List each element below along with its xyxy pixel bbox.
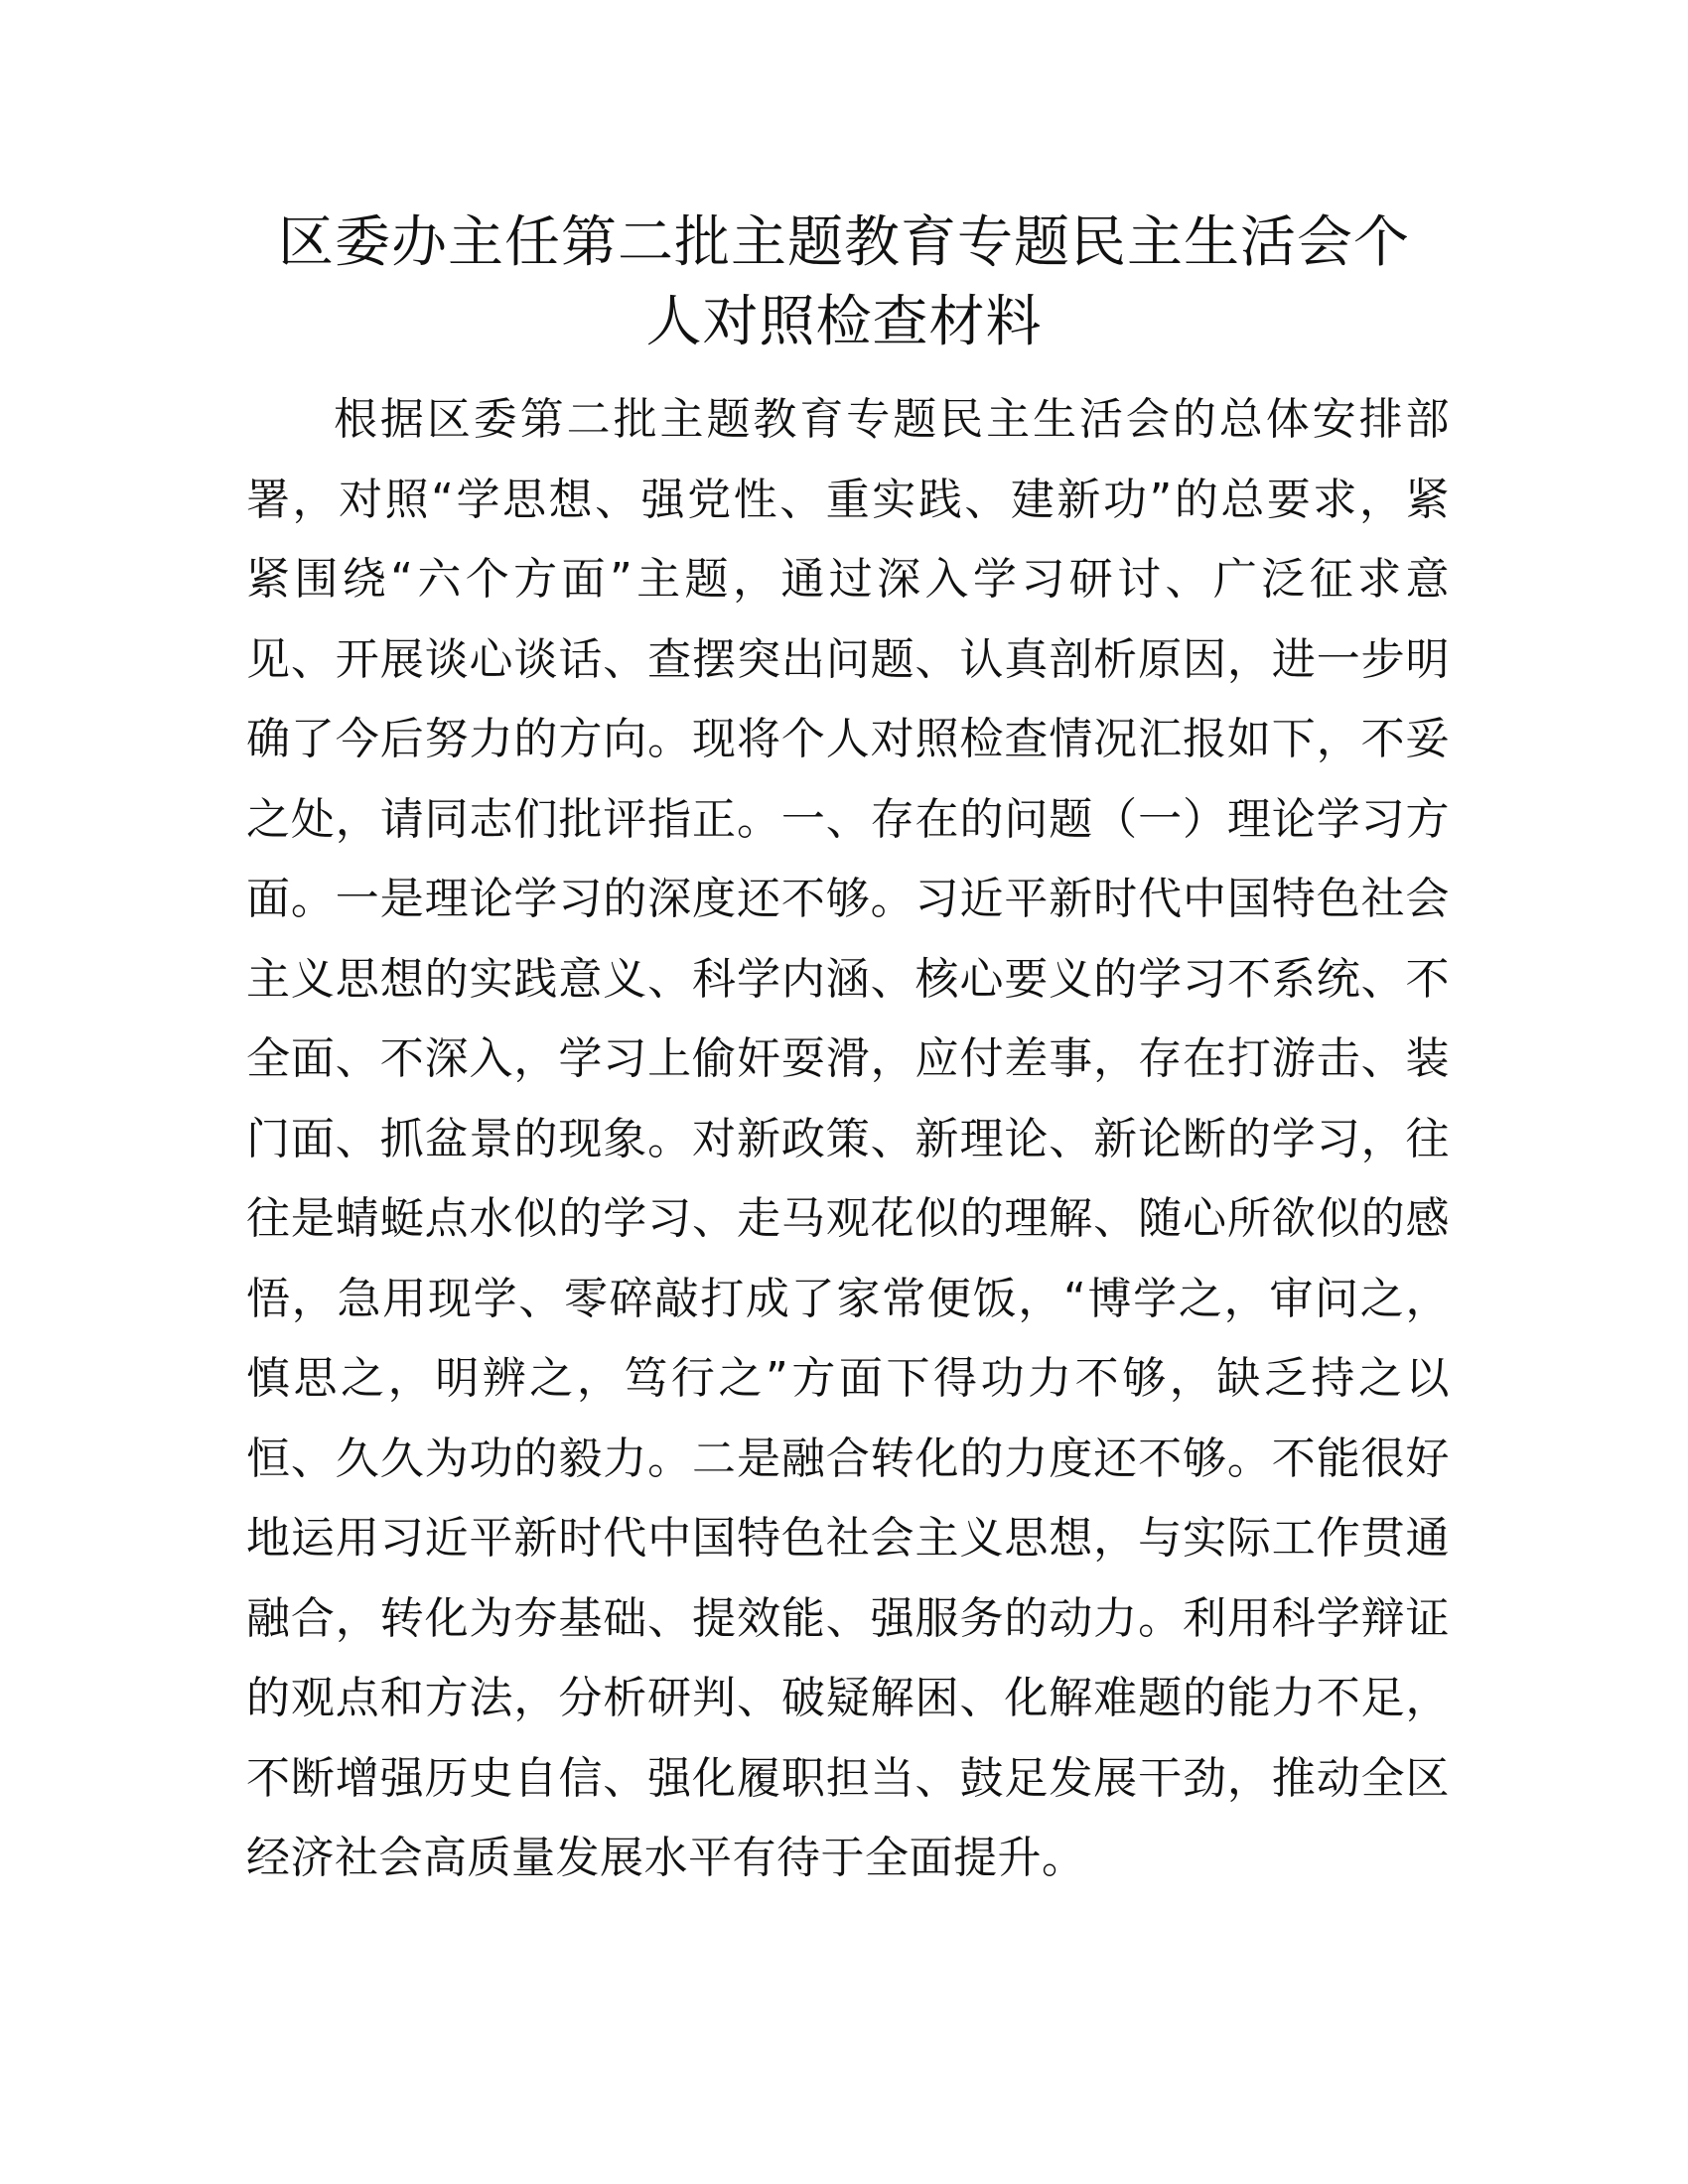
- document-title: [246, 204, 1442, 362]
- body-line: 不断增强历史自信、强化履职担当、鼓足发展干劲，推动全区: [246, 1752, 1450, 1804]
- document-body: [246, 380, 1450, 1899]
- title-line: 区委办主任第二批主题教育专题民主生活会个: [278, 210, 1410, 275]
- body-line: 慎思之，明辨之，笃行之”方面下得功力不够，缺乏持之以: [246, 1353, 1450, 1404]
- body-line: 面。一是理论学习的深度还不够。习近平新时代中国特色社会: [246, 874, 1450, 924]
- body-line: 主义思想的实践意义、科学内涵、核心要义的学习不系统、不: [246, 953, 1450, 1005]
- body-line: 悟，急用现学、零碎敲打成了家常便饭，“博学之，审问之，: [246, 1273, 1450, 1324]
- body-line: 门面、抓盆景的现象。对新政策、新理论、新论断的学习，往: [246, 1113, 1450, 1164]
- body-line: 之处，请同志们批评指正。一、存在的问题（一）理论学习方: [246, 793, 1450, 845]
- body-line: 确了今后努力的方向。现将个人对照检查情况汇报如下，不妥: [246, 714, 1450, 764]
- body-line: 根据区委第二批主题教育专题民主生活会的总体安排部: [334, 394, 1450, 445]
- body-line: 紧围绕“六个方面”主题，通过深入学习研讨、广泛征求意: [246, 554, 1450, 605]
- body-line: 见、开展谈心谈话、查摆突出问题、认真剖析原因，进一步明: [246, 633, 1450, 685]
- body-line: 地运用习近平新时代中国特色社会主义思想，与实际工作贯通: [246, 1513, 1450, 1564]
- title-line: 人对照检查材料: [645, 290, 1043, 354]
- body-line: 全面、不深入，学习上偷奸耍滑，应付差事，存在打游击、装: [246, 1033, 1450, 1084]
- body-line: 往是蜻蜓点水似的学习、走马观花似的理解、随心所欲似的感: [246, 1193, 1450, 1244]
- body-line: 经济社会高质量发展水平有待于全面提升。: [246, 1833, 1086, 1883]
- body-line: 融合，转化为夯基础、提效能、强服务的动力。利用科学辩证: [246, 1592, 1450, 1644]
- body-line: 的观点和方法，分析研判、破疑解困、化解难题的能力不足，: [246, 1673, 1450, 1723]
- body-line: 署，对照“学思想、强党性、重实践、建新功”的总要求，紧: [246, 474, 1450, 525]
- body-line: 恒、久久为功的毅力。二是融合转化的力度还不够。不能很好: [246, 1433, 1450, 1484]
